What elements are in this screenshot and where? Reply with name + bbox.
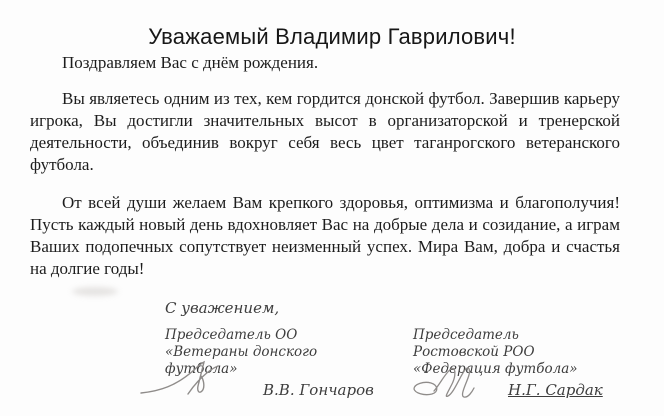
letter-title: Уважаемый Владимир Гаврилович! [148,23,516,49]
signatory-title-right: Председатель Ростовской РОО «Федерация футбола» [413,327,578,377]
handwritten-signature-icon [138,360,238,409]
letter-body [30,52,620,280]
greeting-paragraph: Поздравляем Вас с днём рождения. [62,53,319,72]
closing-salutation: С уважением, [165,299,280,317]
body-paragraph: От всей души желаем Вам крепкого здоровья, оптимизма и благополучия! Пусть каждый новый день вдохновляет Вас на добрые дела и созидание, а играм Ваших подопечных сопутствует неизменный успех. Мира Вам, добра и счастья на долгие годы! [30,193,620,278]
signatory-name-left: В.В. Гончаров [263,381,374,399]
paper-smudge [72,287,118,296]
handwritten-signature-icon [410,364,488,409]
body-paragraph: Вы являетесь одним из тех, кем гордится донской футбол. Завершив карьеру игрока, Вы достигли значительных высот в организаторской и тренерской деятельности, объединив вокруг себя весь цвет таганрогского ветеранского футбола. [30,89,620,174]
signatory-name-right: Н.Г. Сардак [508,381,603,399]
signatory-title-left: Председатель ОО «Ветераны донского футбола» [165,327,318,377]
